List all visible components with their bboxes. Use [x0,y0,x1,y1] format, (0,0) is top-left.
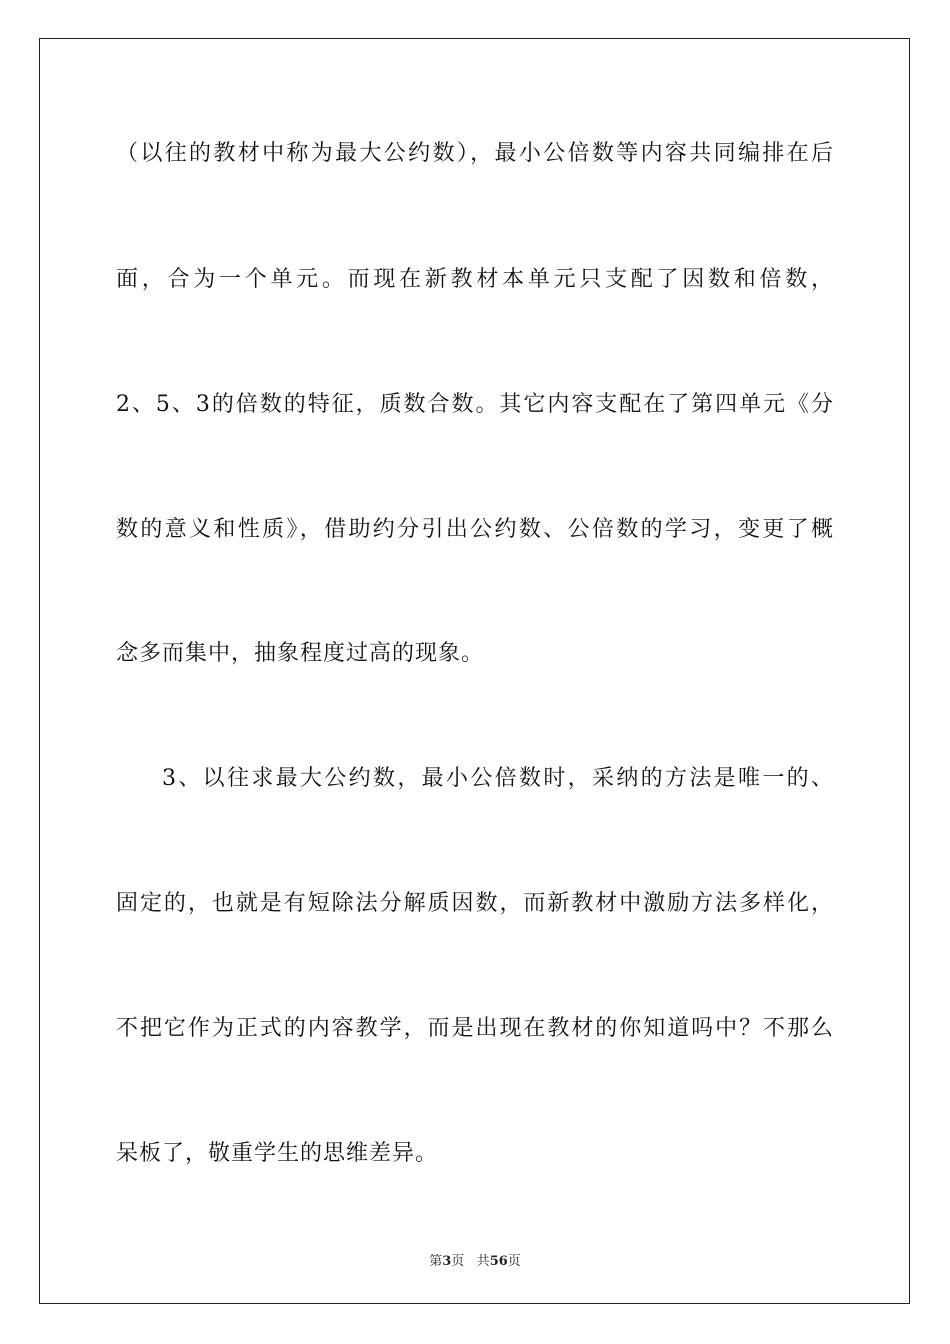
paragraph-line-3: 2、5、3的倍数的特征，质数合数。其它内容支配在了第四单元《分 [116,392,834,417]
paragraph-line-4: 数的意义和性质》，借助约分引出公约数、公倍数的学习，变更了概 [116,517,834,542]
paragraph-line-1: （以往的教材中称为最大公约数），最小公倍数等内容共同编排在后 [116,141,834,166]
page-footer [0,1250,950,1269]
footer-page-suffix: 页 [451,1254,465,1269]
paragraph-line-7: 固定的，也就是有短除法分解质因数，而新教材中激励方法多样化， [116,891,834,916]
paragraph-line-5: 念多而集中，抽象程度过高的现象。 [116,641,485,666]
page-frame [39,38,910,1304]
paragraph-line-6: 3、以往求最大公约数，最小公倍数时，采纳的方法是唯一的、 [162,766,834,791]
footer-total-suffix: 页 [507,1254,521,1269]
paragraph-line-9: 呆板了，敬重学生的思维差异。 [116,1141,439,1166]
paragraph-line-8: 不把它作为正式的内容教学，而是出现在教材的你知道吗中？不那么 [116,1016,834,1041]
paragraph-line-2: 面，合为一个单元。而现在新教材本单元只支配了因数和倍数， [116,267,834,292]
footer-page-number: 3 [442,1254,452,1269]
footer-total-prefix: 共 [476,1254,490,1269]
footer-page-prefix: 第 [429,1254,443,1269]
footer-total-number: 56 [489,1254,508,1269]
